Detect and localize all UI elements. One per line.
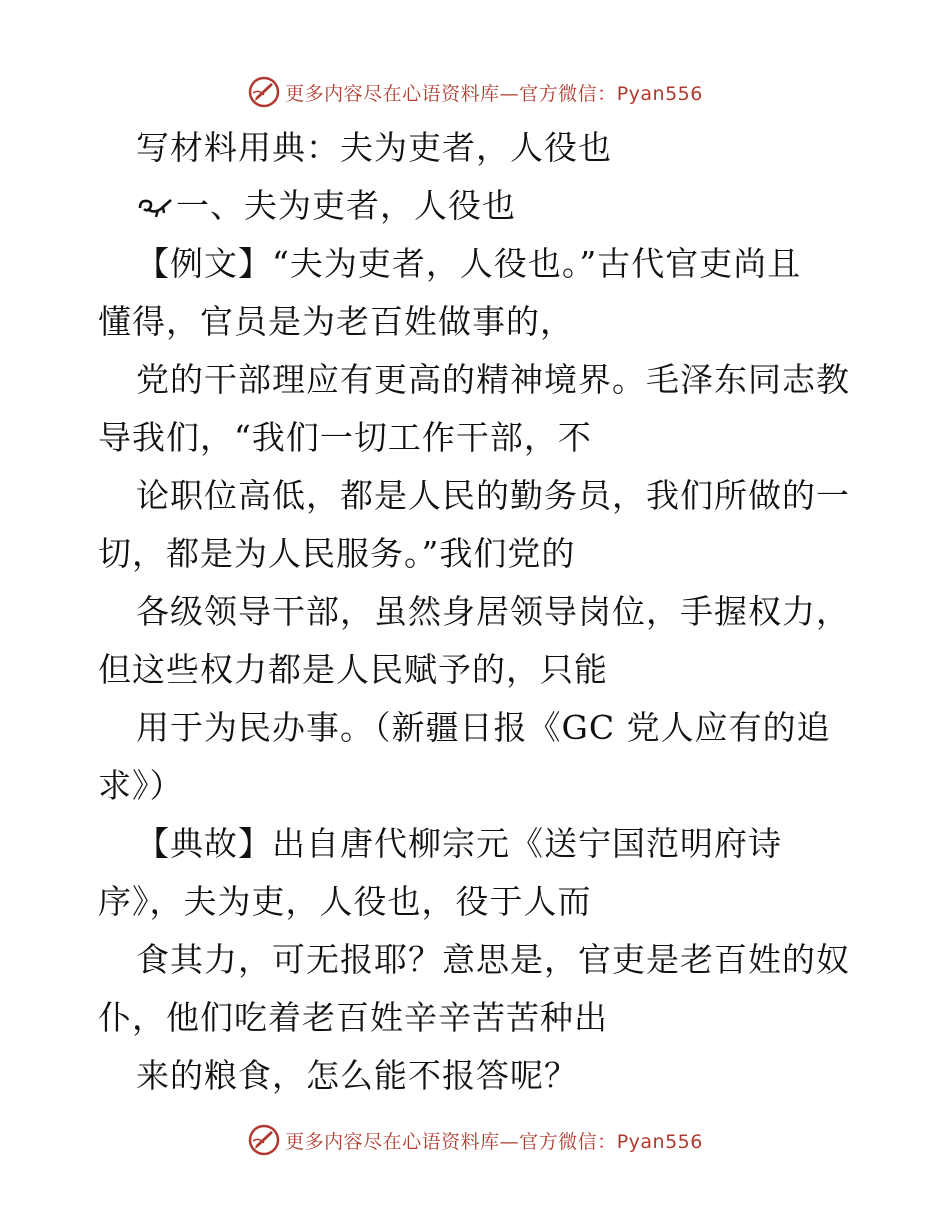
banner-slogan: 更多内容尽在心语资料库 — [285, 1130, 500, 1153]
banner-official-label: 官方微信： — [519, 82, 617, 105]
section-heading-row — [136, 186, 516, 226]
banner-separator: — — [499, 1130, 520, 1153]
banner-official-label: 官方微信： — [519, 1130, 617, 1153]
paragraph-line: 求》） — [98, 766, 184, 805]
paragraph-line: 党的干部理应有更高的精神境界。毛泽东同志教 — [136, 360, 850, 399]
document-title: 写材料用典：夫为吏者，人役也 — [136, 128, 612, 167]
brand-logo-icon — [247, 75, 281, 109]
banner-wechat-id: Pyan556 — [616, 82, 703, 105]
banner-wechat-id: Pyan556 — [616, 1130, 703, 1153]
paragraph-line: 懂得，官员是为老百姓做事的， — [98, 302, 574, 341]
paragraph-line: 切，都是为人民服务。”我们党的 — [98, 534, 576, 573]
paragraph-line: 来的粮食，怎么能不报答呢？ — [136, 1056, 578, 1095]
paragraph-line: 序》，夫为吏，人役也，役于人而 — [98, 882, 592, 921]
banner-separator: — — [499, 82, 520, 105]
banner-slogan: 更多内容尽在心语资料库 — [285, 82, 500, 105]
paragraph-line: 论职位高低，都是人民的勤务员，我们所做的一 — [136, 476, 850, 515]
paragraph-line: 各级领导干部，虽然身居领导岗位，手握权力， — [136, 592, 850, 631]
paragraph-line: 仆，他们吃着老百姓辛辛苦苦种出 — [98, 998, 608, 1037]
footer-watermark-banner — [0, 1120, 950, 1160]
scroll-ornament-icon — [136, 194, 174, 220]
header-watermark-banner — [0, 72, 950, 112]
paragraph-line: 用于为民办事。（新疆日报《GC 党人应有的追 — [136, 708, 831, 747]
section-heading: 一、夫为吏者，人役也 — [176, 186, 516, 225]
brand-logo-icon — [247, 1123, 281, 1157]
paragraph-line: 但这些权力都是人民赋予的，只能 — [98, 650, 608, 689]
paragraph-line: 食其力，可无报耶？意思是，官吏是老百姓的奴 — [136, 940, 850, 979]
paragraph-line: 【典故】出自唐代柳宗元《送宁国范明府诗 — [136, 824, 782, 863]
banner-text — [285, 1127, 703, 1154]
banner-text — [285, 79, 703, 106]
paragraph-line: 导我们，“我们一切工作干部，不 — [98, 418, 592, 457]
paragraph-line: 【例文】“夫为吏者，人役也。”古代官吏尚且 — [136, 244, 802, 283]
